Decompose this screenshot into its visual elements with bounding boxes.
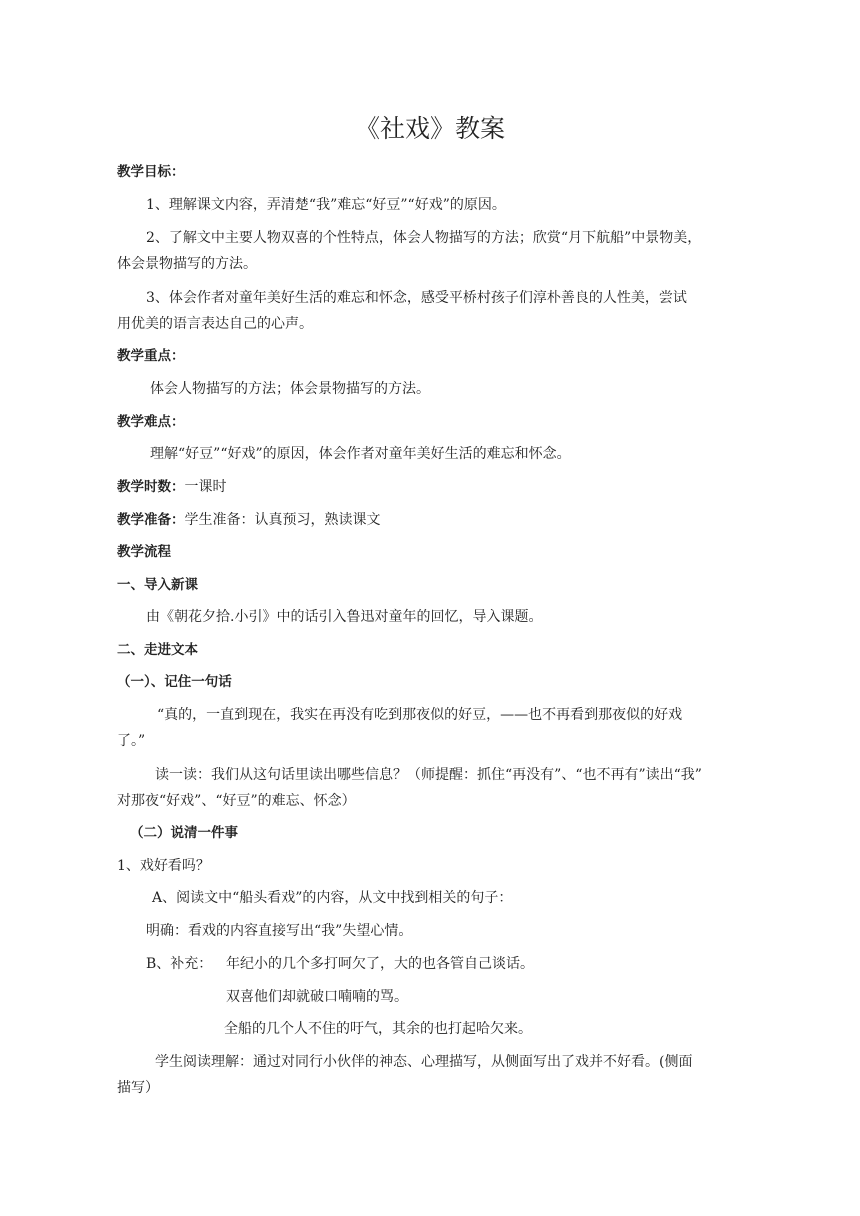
item-b-line-3: 全船的几个人不住的吁气，其余的也打起哈欠来。 [224,1021,532,1037]
objective-3-line-1: 3、体会作者对童年美好生活的难忘和怀念，感受平桥村孩子们淳朴善良的人性美，尝试 [146,290,687,306]
objective-2-line-2: 体会景物描写的方法。 [117,256,257,272]
clarify-text: 明确：看戏的内容直接写出“我”失望心情。 [146,923,413,939]
key-points-text: 体会人物描写的方法；体会景物描写的方法。 [150,381,430,397]
item-b-line-2: 双喜他们却就破口喃喃的骂。 [226,989,408,1005]
teaching-prep-label: 教学准备： [117,512,185,528]
section-2-heading: 二、走进文本 [117,642,198,658]
process-heading: 教学流程 [117,544,171,560]
read-prompt-line-1: 读一读：我们从这句话里读出哪些信息？（师提醒：抓住“再没有”、“也不再有”读出“我” [155,767,702,783]
teaching-prep-value: 学生准备：认真预习，熟读课文 [184,512,381,528]
subsection-1-heading: （一）、记住一句话 [117,674,232,690]
objective-3-line-2: 用优美的语言表达自己的心声。 [117,316,313,332]
section-1-text: 由《朝花夕拾.小引》中的话引入鲁迅对童年的回忆，导入课题。 [146,609,543,625]
teaching-prep [117,510,381,530]
item-b-label: B、补充： [146,956,213,972]
teaching-hours [117,477,227,497]
student-reading-line-2: 描写） [117,1080,159,1096]
read-prompt-line-2: 对那夜“好戏”、“好豆”的难忘、怀念） [117,793,356,809]
section-1-heading: 一、导入新课 [117,577,198,593]
objective-1: 1、理解课文内容，弄清楚“我”难忘“好豆”“好戏”的原因。 [146,197,506,213]
item-b-line-1: 年纪小的几个多打呵欠了，大的也各管自己谈话。 [226,956,534,972]
objectives-heading: 教学目标： [117,164,185,180]
student-reading-line-1: 学生阅读理解：通过对同行小伙伴的神态、心理描写，从侧面写出了戏并不好看。(侧面 [155,1054,693,1070]
teaching-hours-value: 一课时 [184,479,227,495]
quote-line-1: “真的，一直到现在，我实在再没有吃到那夜似的好豆，——也不再看到那夜似的好戏 [157,707,683,723]
quote-line-2: 了。” [117,733,146,749]
item-a: A、阅读文中“船头看戏”的内容，从文中找到相关的句子： [152,890,513,906]
key-points-heading: 教学重点： [117,348,185,364]
difficulties-heading: 教学难点： [117,414,185,430]
teaching-hours-label: 教学时数： [117,479,185,495]
subsection-2-heading: （二）说清一件事 [130,825,238,841]
question-1: 1、戏好看吗？ [117,858,210,874]
difficulties-text: 理解“好豆”“好戏”的原因，体会作者对童年美好生活的难忘和怀念。 [150,446,571,462]
objective-2-line-1: 2、了解文中主要人物双喜的个性特点，体会人物描写的方法；欣赏“月下航船”中景物美， [146,230,702,246]
document-title: 《社戏》教案 [354,114,505,143]
